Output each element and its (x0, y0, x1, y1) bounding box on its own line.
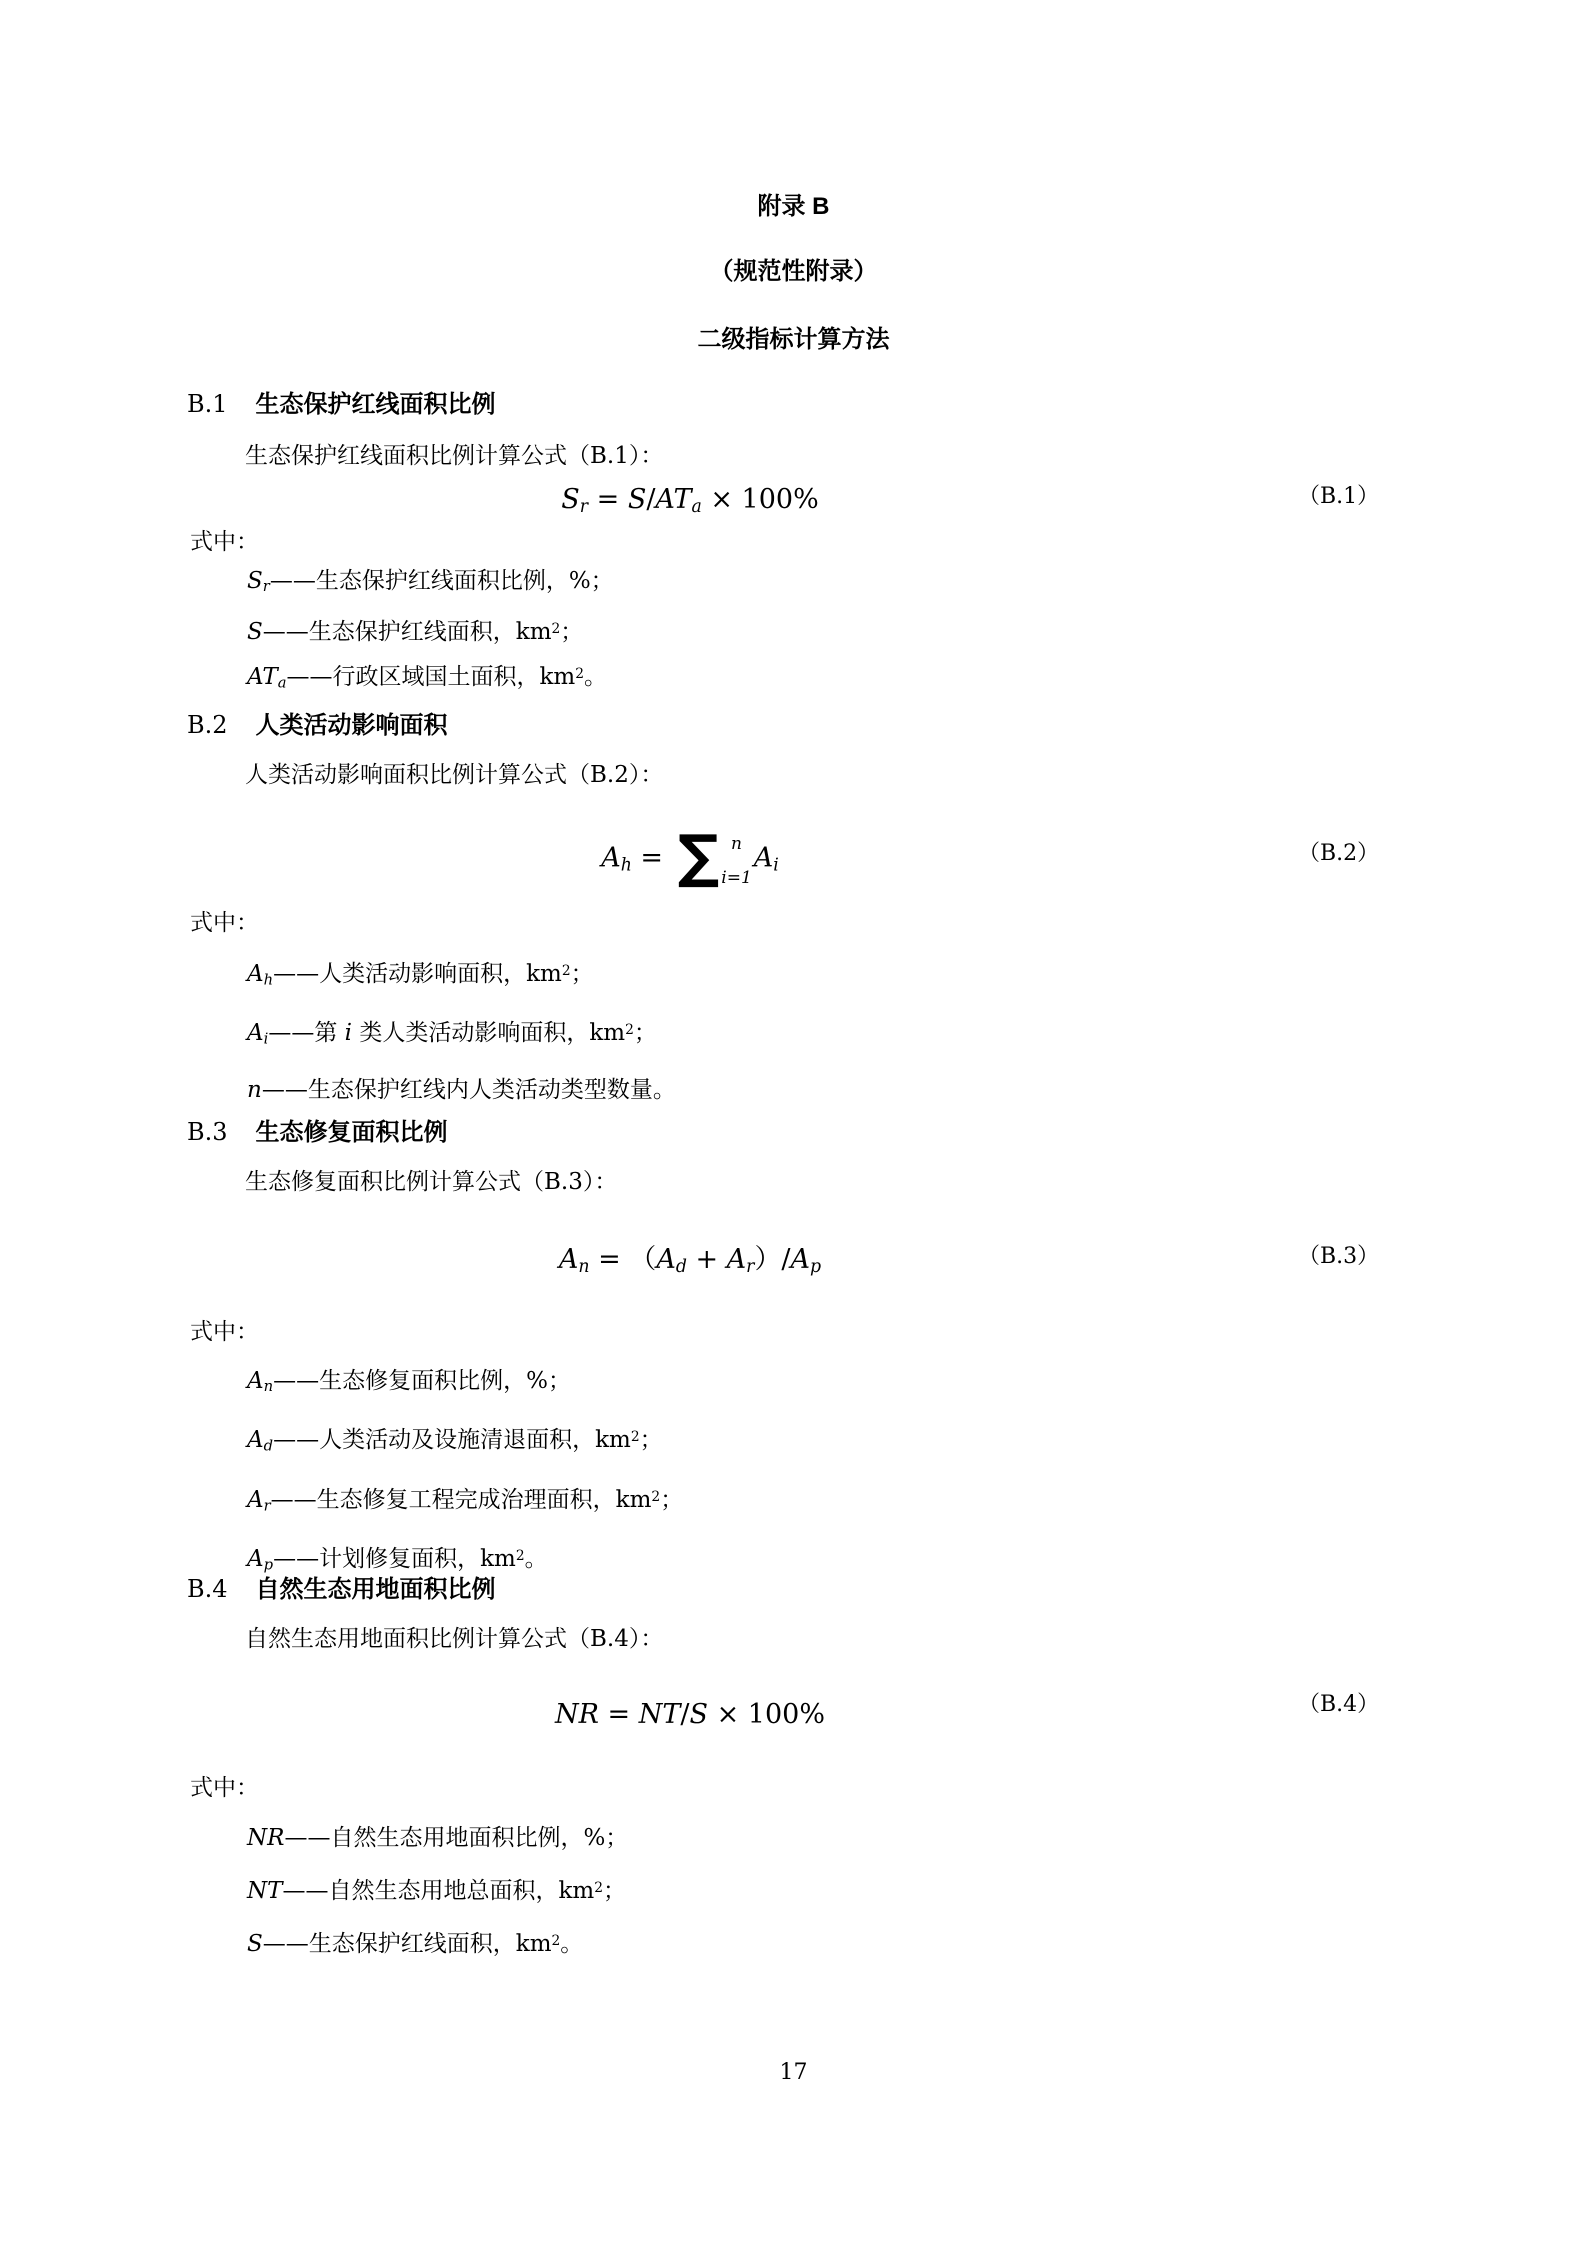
definitions-b4 (247, 1813, 628, 1969)
sum-symbol: ∑ n i=1 (677, 822, 752, 891)
equation-number-b3: （B.3） (1298, 1244, 1380, 1269)
section-number: B.3 (187, 1118, 228, 1146)
section-intro: 自然生态用地面积比例计算公式（B.4）： (245, 1626, 664, 1652)
where-label: 式中： (190, 529, 259, 555)
equation-number-b2: （B.2） (1298, 841, 1380, 866)
page-number: 17 (779, 2060, 808, 2085)
section-intro: 人类活动影响面积比例计算公式（B.2）： (245, 762, 664, 788)
definitions-b3 (247, 1356, 683, 1591)
where-label: 式中： (190, 1319, 259, 1345)
definition-line: NR——自然生态用地面积比例，%； (247, 1825, 629, 1851)
equation-number-b1: （B.1） (1298, 484, 1380, 509)
section-heading-b2 (187, 711, 448, 740)
definition-line: An——生态修复面积比例，%； (247, 1368, 571, 1396)
section-number: B.1 (187, 390, 228, 418)
definitions-b2 (247, 946, 676, 1115)
section-title: 生态修复面积比例 (255, 1119, 448, 1146)
definition-line: Ai——第 i 类人类活动影响面积，$km^2$； (247, 1020, 657, 1048)
definition-line: Ah——人类活动影响面积，$km^2$； (247, 961, 594, 989)
definitions-b1 (247, 560, 614, 705)
where-label: 式中： (190, 910, 259, 936)
formula-b4: NR = NT/S × 100% (555, 1699, 825, 1730)
definition-line: S——生态保护红线面积，$km^2$。 (247, 1931, 584, 1958)
equation-number-b4: （B.4） (1298, 1692, 1380, 1717)
section-title: 自然生态用地面积比例 (255, 1576, 496, 1603)
formula-b2: Ah = ∑ n i=1 Ai (601, 822, 779, 891)
section-number: B.2 (187, 711, 228, 739)
section-heading-b4 (187, 1575, 496, 1604)
definition-line: S——生态保护红线面积，$km^2$； (247, 619, 584, 646)
section-title: 生态保护红线面积比例 (255, 391, 496, 418)
where-label: 式中： (190, 1775, 259, 1801)
definition-line: n——生态保护红线内人类活动类型数量。 (247, 1076, 676, 1103)
section-intro: 生态保护红线面积比例计算公式（B.1）： (245, 443, 664, 469)
appendix-heading: 二级指标计算方法 (697, 326, 890, 353)
section-heading-b1 (187, 390, 496, 419)
definition-line: Sr——生态保护红线面积比例，%； (247, 568, 614, 596)
section-intro: 生态修复面积比例计算公式（B.3）： (245, 1169, 618, 1195)
formula-b1: Sr = S/ATa × 100% (561, 484, 819, 517)
definition-line: NT——自然生态用地总面积，$km^2$； (247, 1878, 626, 1905)
definition-line: ATa——行政区域国土面积，$km^2$。 (247, 664, 608, 692)
formula-b3: An = （Ad + Ar）/Ap (558, 1244, 822, 1277)
definition-line: Ap——计划修复面积，$km^2$。 (247, 1546, 548, 1574)
appendix-title: 附录 B (757, 193, 830, 220)
appendix-subtitle: （规范性附录） (709, 258, 878, 285)
section-number: B.4 (187, 1575, 228, 1603)
definition-line: Ad——人类活动及设施清退面积，$km^2$； (247, 1427, 663, 1455)
definition-line: Ar——生态修复工程完成治理面积，$km^2$； (247, 1486, 684, 1515)
section-heading-b3 (187, 1118, 448, 1147)
section-title: 人类活动影响面积 (255, 712, 448, 739)
